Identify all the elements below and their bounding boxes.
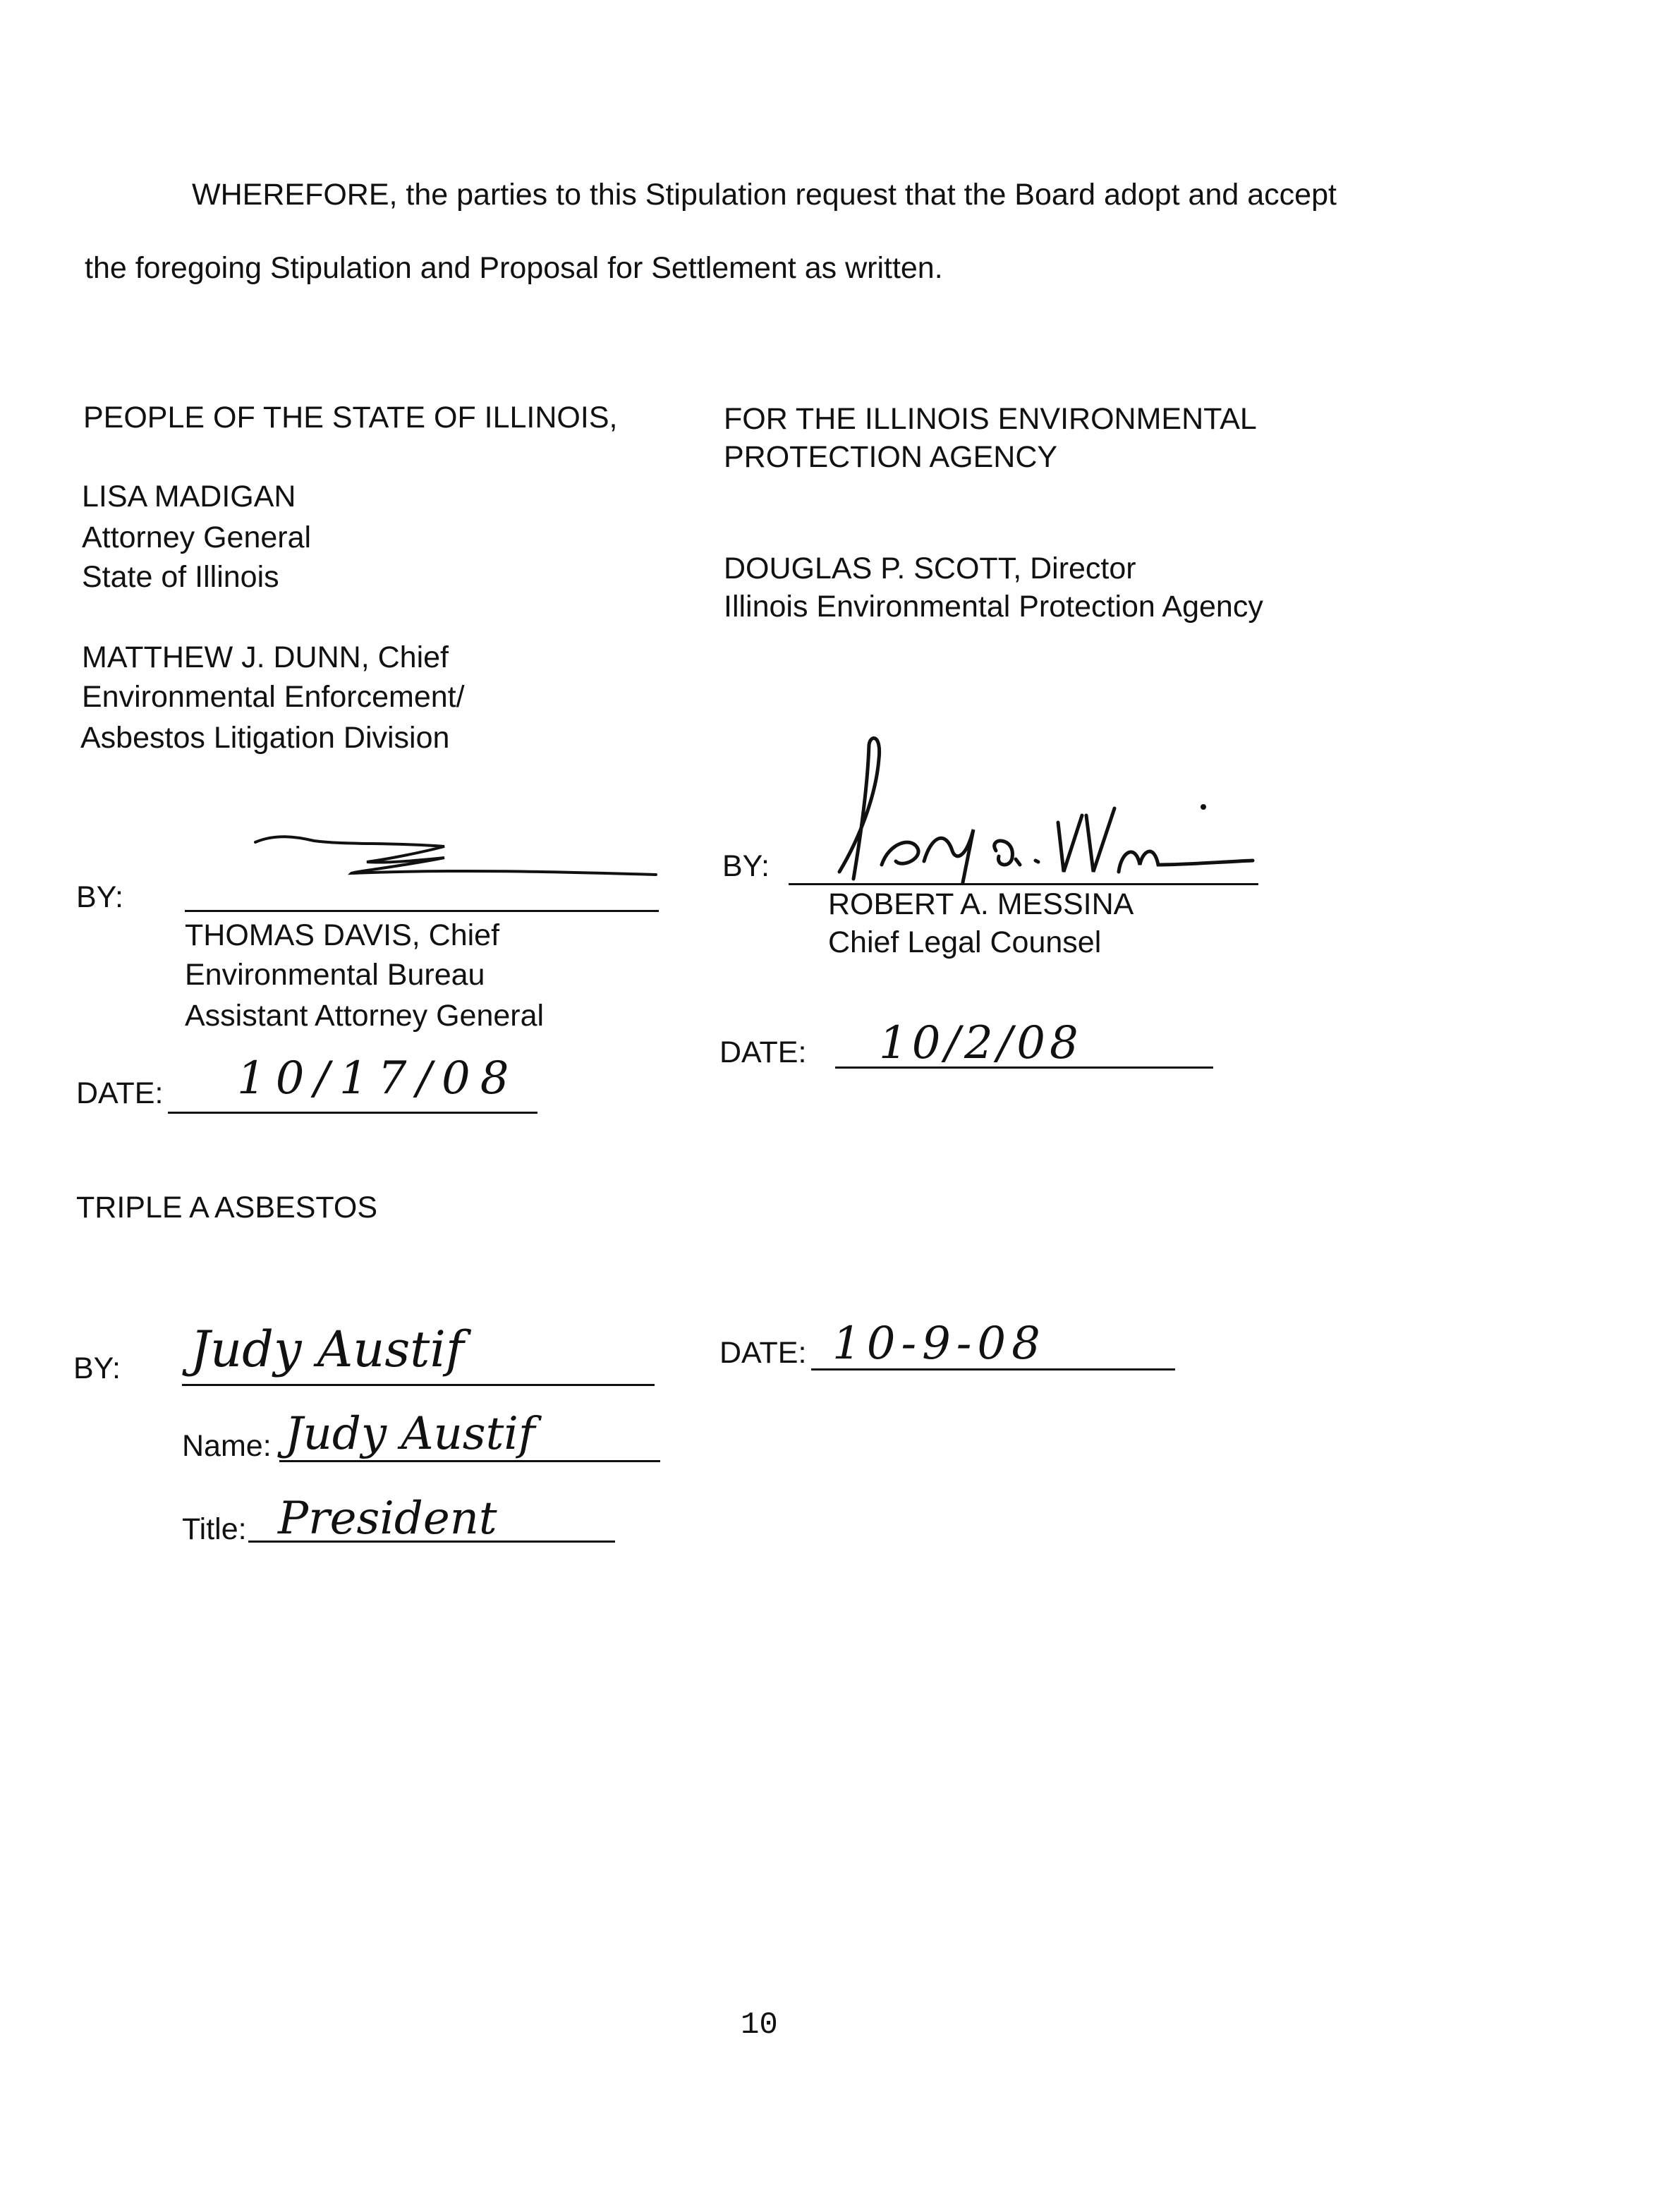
davis-signature <box>247 827 670 890</box>
director-name: DOUGLAS P. SCOTT, Director <box>724 552 1136 585</box>
director-title: Illinois Environmental Protection Agency <box>724 590 1263 624</box>
messina-title: Chief Legal Counsel <box>828 925 1102 959</box>
respondent-date-value: 10-9-08 <box>832 1318 1046 1370</box>
respondent-heading: TRIPLE A ASBESTOS <box>76 1191 378 1224</box>
intro-line-2: the foregoing Stipulation and Proposal for Settlement as written. <box>85 251 943 285</box>
agency-date-value: 10/2/08 <box>879 1017 1083 1069</box>
chief-name: MATTHEW J. DUNN, Chief <box>82 640 449 674</box>
respondent-title-value: President <box>278 1493 497 1545</box>
ag-title: Attorney General <box>82 521 312 554</box>
respondent-date-label: DATE: <box>719 1336 807 1370</box>
ag-name: LISA MADIGAN <box>82 480 296 514</box>
messina-name: ROBERT A. MESSINA <box>828 887 1134 921</box>
agency-by-label: BY: <box>722 849 770 883</box>
agency-date-label: DATE: <box>719 1035 807 1069</box>
agency-heading-1: FOR THE ILLINOIS ENVIRONMENTAL <box>724 402 1257 436</box>
chief-title-1: Environmental Enforcement/ <box>82 680 465 714</box>
people-date-line <box>168 1112 537 1114</box>
respondent-signature-line <box>182 1384 655 1386</box>
page-number: 10 <box>741 2007 778 2043</box>
austif-signature: Judy Austif <box>190 1320 464 1378</box>
davis-title-1: Environmental Bureau <box>185 958 485 992</box>
respondent-by-label: BY: <box>73 1351 121 1385</box>
people-by-label: BY: <box>76 880 123 914</box>
ag-state: State of Illinois <box>82 560 279 594</box>
intro-line-1: WHEREFORE, the parties to this Stipulation request that the Board adopt and accept <box>192 178 1337 212</box>
respondent-name-line <box>279 1460 660 1462</box>
people-date-value: 10/17/08 <box>237 1052 519 1105</box>
davis-title-2: Assistant Attorney General <box>185 999 545 1033</box>
davis-name: THOMAS DAVIS, Chief <box>185 918 500 952</box>
people-signature-line <box>185 910 659 912</box>
respondent-date-line <box>811 1368 1175 1371</box>
respondent-title-line <box>248 1540 615 1543</box>
agency-heading-2: PROTECTION AGENCY <box>724 440 1058 474</box>
messina-signature <box>811 731 1263 900</box>
respondent-title-label: Title: <box>182 1512 247 1546</box>
respondent-name-value: Judy Austif <box>285 1408 535 1460</box>
people-heading: PEOPLE OF THE STATE OF ILLINOIS, <box>83 401 618 435</box>
respondent-name-label: Name: <box>182 1429 272 1463</box>
people-date-label: DATE: <box>76 1076 164 1110</box>
agency-date-line <box>835 1066 1213 1069</box>
chief-title-2: Asbestos Litigation Division <box>80 721 450 755</box>
